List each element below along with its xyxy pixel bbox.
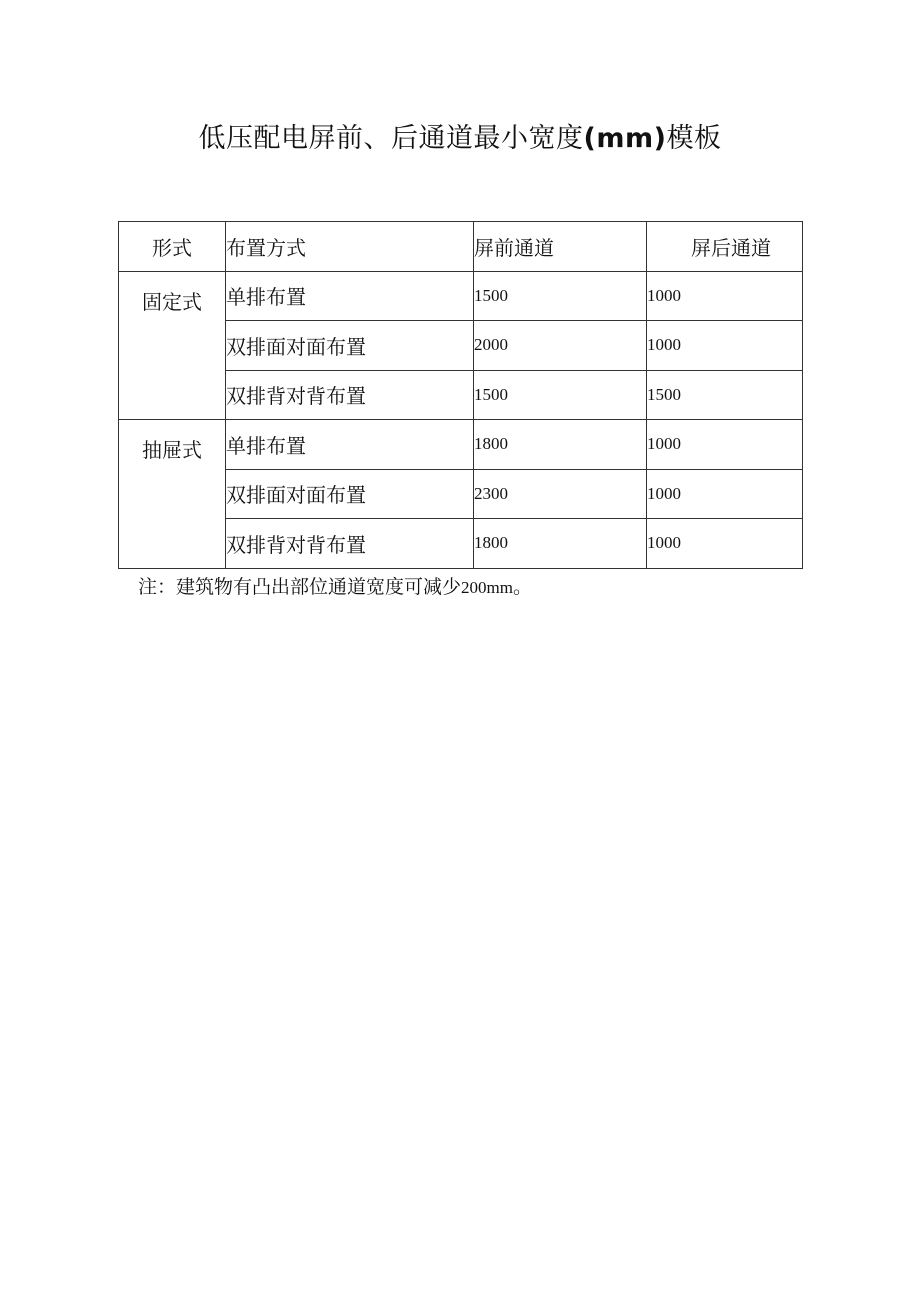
form-fixed: 固定式 — [119, 271, 226, 420]
header-form: 形式 — [119, 222, 226, 272]
layout-cell: 双排背对背布置 — [226, 370, 474, 420]
table-header-row — [119, 222, 803, 272]
footnote-value: 200mm — [461, 578, 513, 597]
front-width-cell: 1500 — [474, 271, 647, 321]
front-width-cell: 1800 — [474, 519, 647, 569]
form-drawer: 抽屉式 — [119, 420, 226, 569]
front-width-cell: 1800 — [474, 420, 647, 470]
table-row — [119, 420, 803, 470]
footnote — [138, 572, 532, 599]
page-title — [0, 116, 920, 155]
layout-cell: 单排布置 — [226, 420, 474, 470]
back-width-cell: 1000 — [647, 420, 803, 470]
footnote-text: 注：建筑物有凸出部位通道宽度可减少 — [138, 576, 462, 598]
header-layout: 布置方式 — [226, 222, 474, 272]
back-width-cell: 1000 — [647, 271, 803, 321]
back-width-cell: 1000 — [647, 519, 803, 569]
title-unit: (mm) — [583, 123, 667, 154]
front-width-cell: 1500 — [474, 370, 647, 420]
header-back-passage: 屏后通道 — [647, 222, 803, 272]
back-width-cell: 1500 — [647, 370, 803, 420]
table-row — [119, 271, 803, 321]
layout-cell: 双排面对面布置 — [226, 321, 474, 371]
layout-cell: 双排面对面布置 — [226, 469, 474, 519]
title-suffix: 模板 — [666, 123, 722, 154]
back-width-cell: 1000 — [647, 321, 803, 371]
layout-cell: 双排背对背布置 — [226, 519, 474, 569]
title-main: 低压配电屏前、后通道最小宽度 — [198, 123, 584, 154]
passage-width-table — [118, 221, 803, 569]
footnote-end: 。 — [512, 576, 532, 598]
front-width-cell: 2000 — [474, 321, 647, 371]
back-width-cell: 1000 — [647, 469, 803, 519]
header-front-passage: 屏前通道 — [474, 222, 647, 272]
front-width-cell: 2300 — [474, 469, 647, 519]
layout-cell: 单排布置 — [226, 271, 474, 321]
